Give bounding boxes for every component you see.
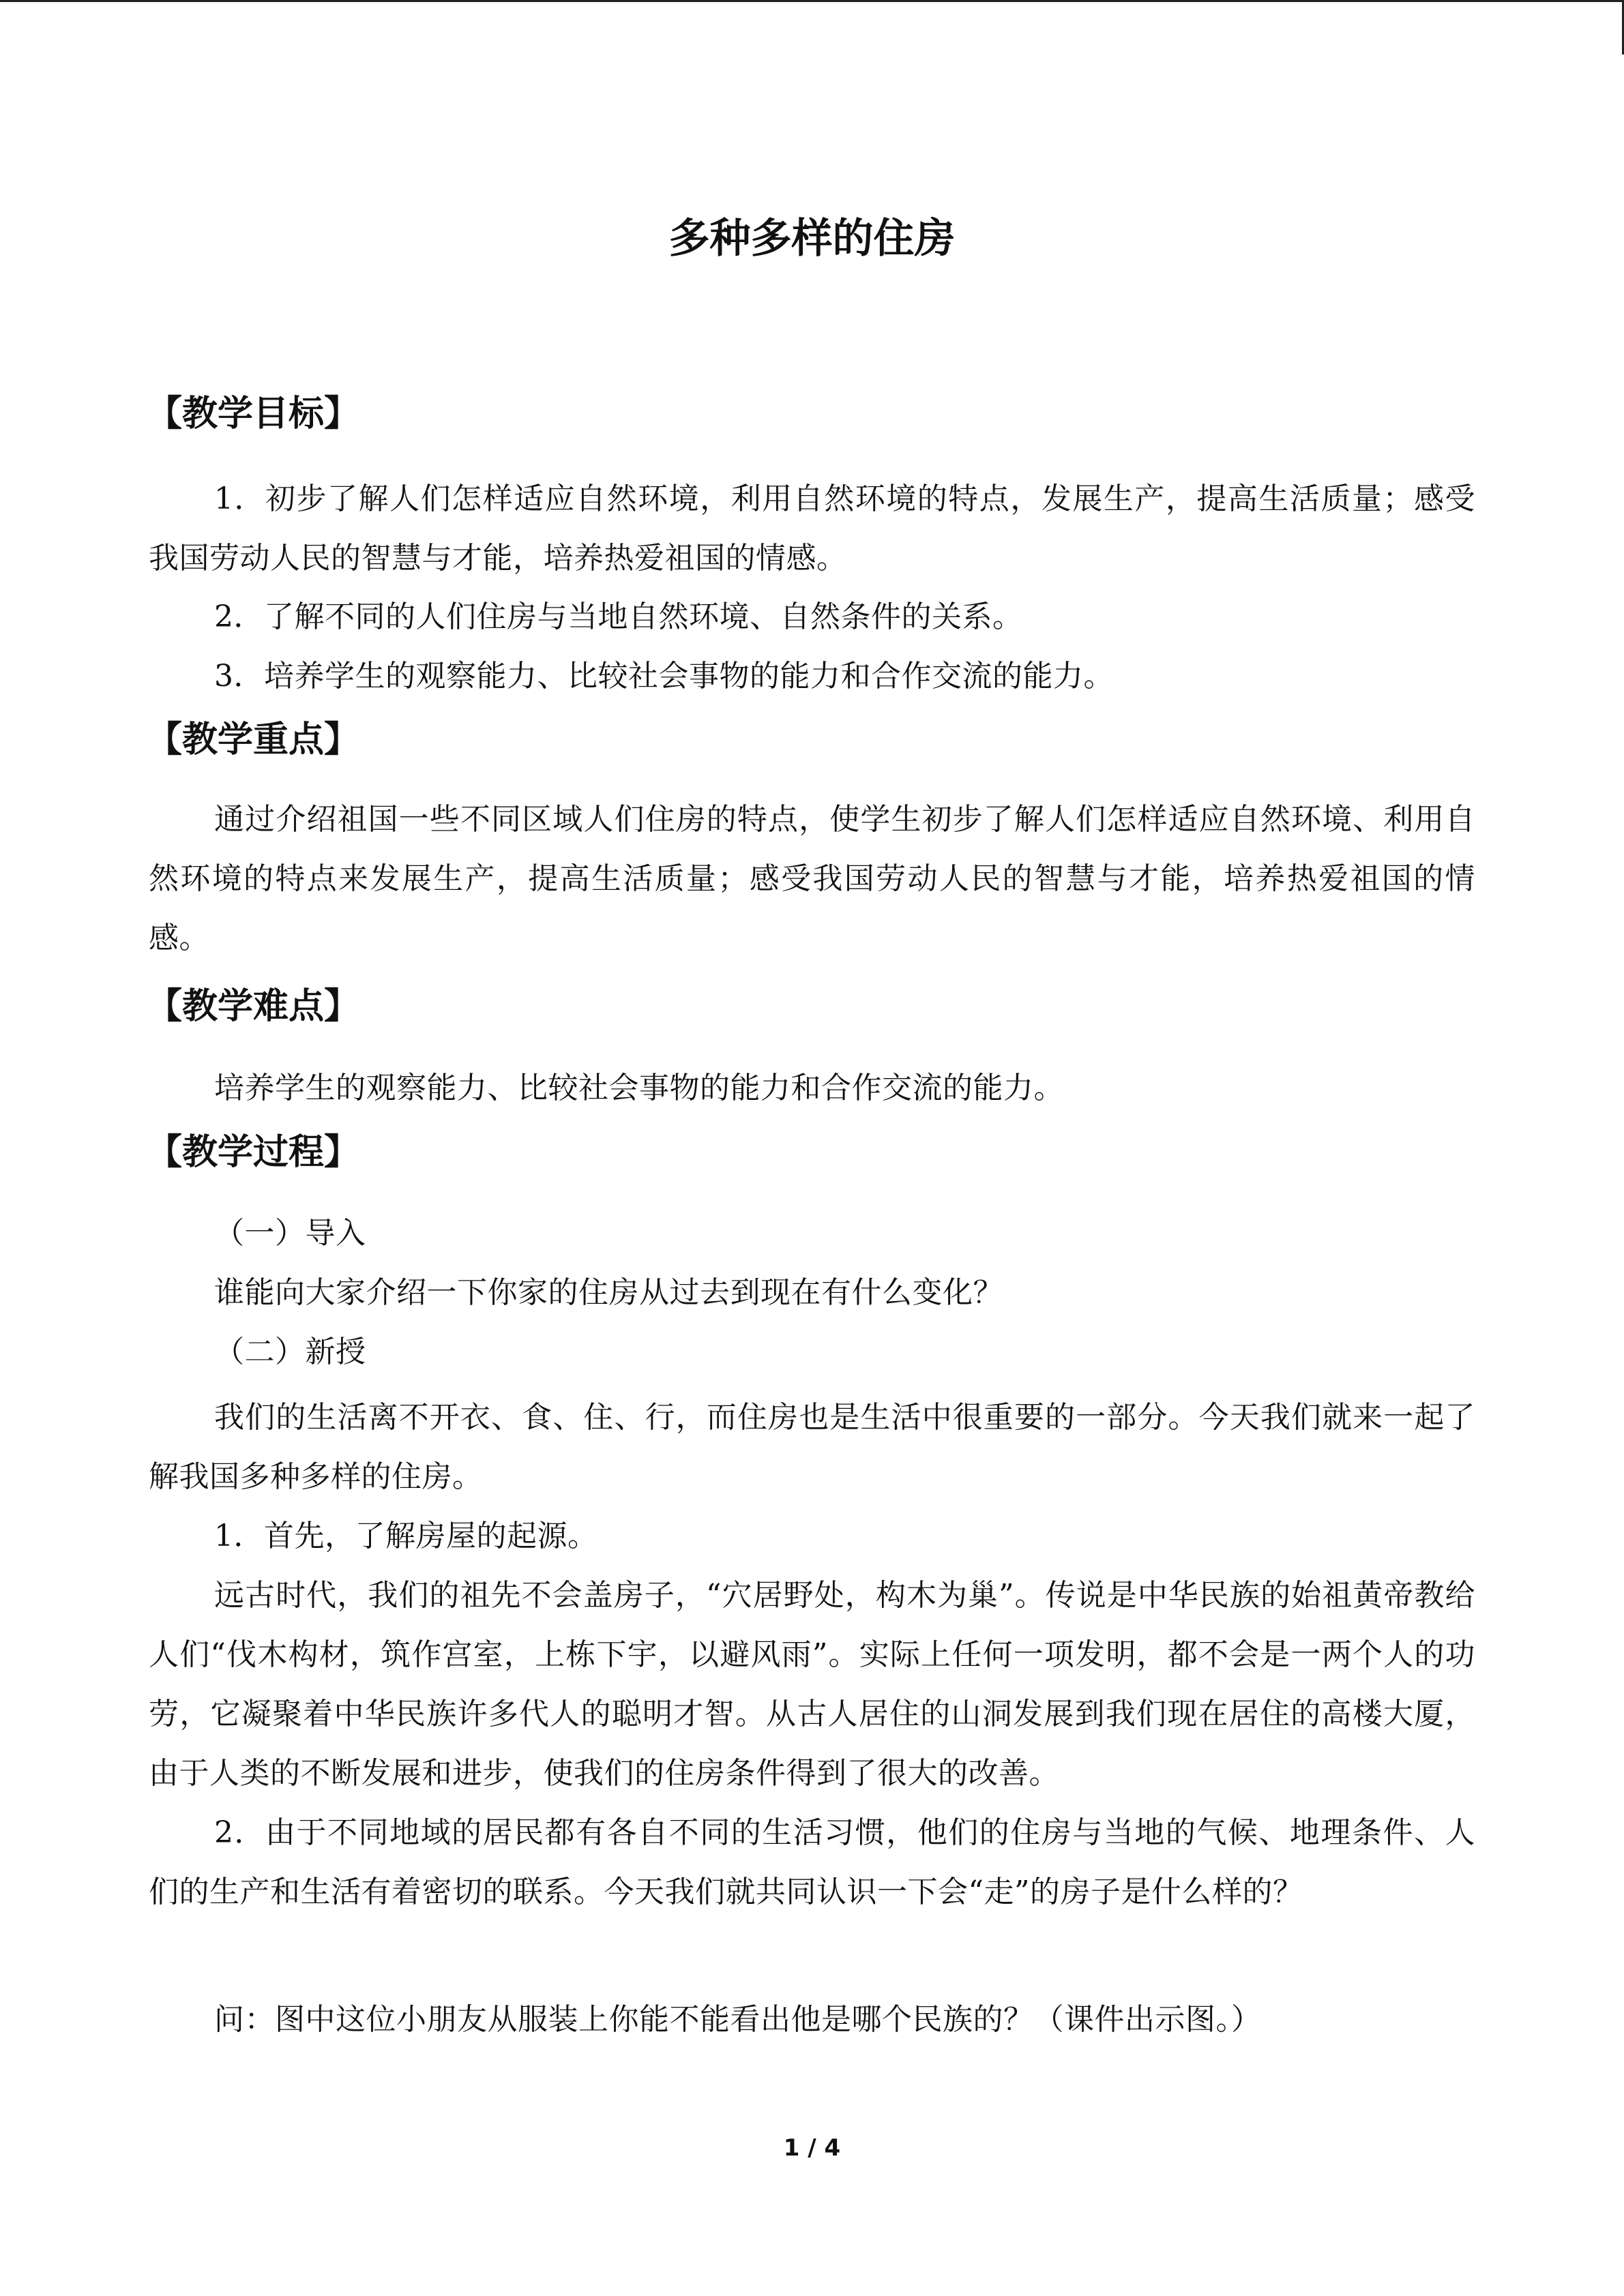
key-points-paragraph: 通过介绍祖国一些不同区域人们住房的特点，使学生初步了解人们怎样适应自然环境、利用自然环境的特点来发展生产，提高生活质量；感受我国劳动人民的智慧与才能，培养热爱祖国的情感。 (149, 802, 1475, 955)
document-title: 多种多样的住房 (668, 215, 956, 263)
heading-teaching-goals: 【教学目标】 (147, 393, 360, 434)
process-intro-question: 谁能向大家介绍一下你家的住房从过去到现在有什么变化？ (214, 1275, 1003, 1310)
process-paragraph-ancient: 远古时代，我们的祖先不会盖房子，“穴居野处，构木为巢”。传说是中华民族的始祖黄帝教给人们“伐木构材，筑作宫室，上栋下宇，以避风雨”。实际上任何一项发明，都不会是一两个人的功劳，它凝聚着中华民族许多代人的聪明才智。从古人居住的山洞发展到我们现在居住的高楼大厦，由于人类的不断发展和进步，使我们的住房条件得到了很大的改善。 (149, 1578, 1476, 1791)
process-intro-label: （一）导入 (214, 1216, 366, 1251)
heading-difficulties: 【教学难点】 (147, 986, 360, 1027)
goals-paragraph-3: 3．培养学生的观察能力、比较社会事物的能力和合作交流的能力。 (214, 659, 1114, 694)
process-paragraph-origin: 1．首先，了解房屋的起源。 (214, 1519, 598, 1553)
heading-teaching-process: 【教学过程】 (147, 1132, 360, 1173)
process-paragraph-daily-life: 我们的生活离不开衣、食、住、行，而住房也是生活中很重要的一部分。今天我们就来一起了解我国多种多样的住房。 (149, 1400, 1475, 1494)
goals-paragraph-1: 1．初步了解人们怎样适应自然环境，利用自然环境的特点，发展生产，提高生活质量；感受我国劳动人民的智慧与才能，培养热爱祖国的情感。 (149, 481, 1475, 576)
page-number: 1 / 4 (783, 2134, 841, 2162)
process-new-lesson-label: （二）新授 (214, 1335, 366, 1369)
heading-key-points: 【教学重点】 (147, 719, 360, 760)
process-paragraph-question: 问：图中这位小朋友从服装上你能不能看出他是哪个民族的？（课件出示图。） (214, 2002, 1262, 2037)
goals-paragraph-2: 2．了解不同的人们住房与当地自然环境、自然条件的关系。 (214, 599, 1023, 634)
top-border (0, 0, 1624, 2)
process-paragraph-regions: 2．由于不同地域的居民都有各自不同的生活习惯，他们的住房与当地的气候、地理条件、人们的生产和生活有着密切的联系。今天我们就共同认识一下会“走”的房子是什么样的？ (149, 1815, 1475, 1909)
difficulties-paragraph: 培养学生的观察能力、比较社会事物的能力和合作交流的能力。 (214, 1071, 1064, 1105)
